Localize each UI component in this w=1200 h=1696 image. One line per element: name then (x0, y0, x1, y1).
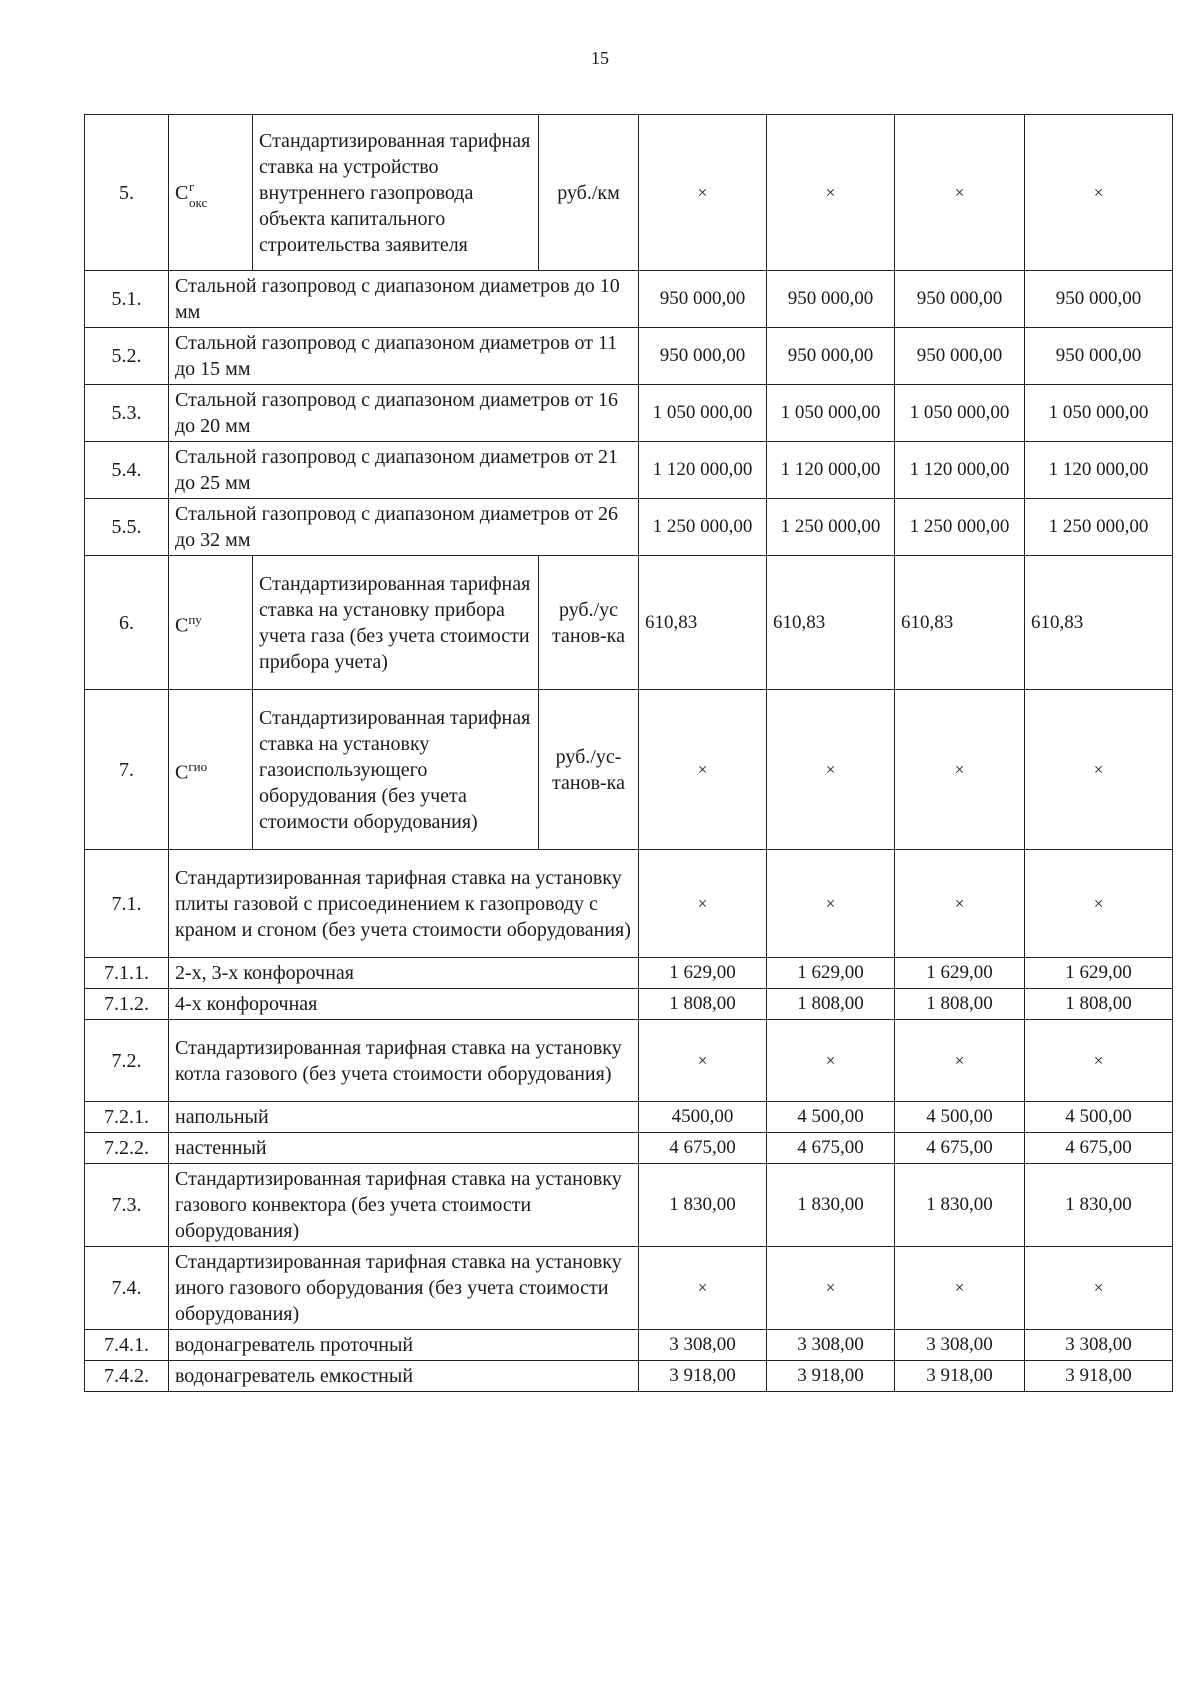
cross-mark: × (1025, 850, 1173, 958)
row-number: 7.2. (85, 1020, 169, 1102)
value-cell: 1 808,00 (895, 989, 1025, 1020)
value-cell: 610,83 (1025, 556, 1173, 690)
page-number: 15 (591, 48, 609, 68)
value-cell: 1 050 000,00 (767, 385, 895, 442)
value-cell: 950 000,00 (1025, 328, 1173, 385)
table-row (85, 499, 1173, 556)
value-cell: 950 000,00 (1025, 271, 1173, 328)
cross-mark: × (1025, 115, 1173, 271)
row-description: Стандартизированная тарифная ставка на установку иного газового оборудования (без учета стоимости оборудования) (169, 1247, 639, 1330)
value-cell: 1 120 000,00 (1025, 442, 1173, 499)
value-cell: 1 250 000,00 (1025, 499, 1173, 556)
value-cell: 1 120 000,00 (895, 442, 1025, 499)
value-cell: 4 500,00 (1025, 1102, 1173, 1133)
value-cell: 950 000,00 (639, 271, 767, 328)
row-description: Стандартизированная тарифная ставка на установку котла газового (без учета стоимости оборудования) (169, 1020, 639, 1102)
value-cell: 3 918,00 (767, 1361, 895, 1392)
value-cell: 1 050 000,00 (639, 385, 767, 442)
row-description: Стандартизированная тарифная ставка на установку газового конвектора (без учета стоимости оборудования) (169, 1164, 639, 1247)
cross-mark: × (767, 1247, 895, 1330)
row-number: 6. (85, 556, 169, 690)
row-number: 7.1.1. (85, 958, 169, 989)
row-description: Стандартизированная тарифная ставка на установку плиты газовой с присоединением к газопроводу с краном и сгоном (без учета стоимости оборудования) (169, 850, 639, 958)
table-row (85, 958, 1173, 989)
value-cell: 1 830,00 (1025, 1164, 1173, 1247)
value-cell: 1 250 000,00 (895, 499, 1025, 556)
row-number: 5.4. (85, 442, 169, 499)
row-number: 5.1. (85, 271, 169, 328)
row-number: 5.5. (85, 499, 169, 556)
value-cell: 1 120 000,00 (767, 442, 895, 499)
row-description: Стандартизированная тарифная ставка на установку прибора учета газа (без учета стоимости прибора учета) (253, 556, 539, 690)
value-cell: 950 000,00 (767, 271, 895, 328)
table-row (85, 385, 1173, 442)
value-cell: 1 808,00 (1025, 989, 1173, 1020)
table-row (85, 556, 1173, 690)
row-number: 5.2. (85, 328, 169, 385)
table-row (85, 1247, 1173, 1330)
cross-mark: × (895, 690, 1025, 850)
cross-mark: × (639, 1247, 767, 1330)
cross-mark: × (767, 850, 895, 958)
row-number: 7. (85, 690, 169, 850)
value-cell: 1 050 000,00 (895, 385, 1025, 442)
value-cell: 1 250 000,00 (639, 499, 767, 556)
rate-symbol: C г окс (169, 115, 253, 271)
row-description: Стандартизированная тарифная ставка на установку газоиспользующего оборудования (без учета стоимости оборудования) (253, 690, 539, 850)
row-description: водонагреватель емкостный (169, 1361, 639, 1392)
row-description: Стандартизированная тарифная ставка на устройство внутреннего газопровода объекта капитального строительства заявителя (253, 115, 539, 271)
row-description: Стальной газопровод с диапазоном диаметров до 10 мм (169, 271, 639, 328)
row-description: Стальной газопровод с диапазоном диаметров от 16 до 20 мм (169, 385, 639, 442)
value-cell: 3 308,00 (895, 1330, 1025, 1361)
row-number: 5. (85, 115, 169, 271)
value-cell: 950 000,00 (767, 328, 895, 385)
value-cell: 610,83 (767, 556, 895, 690)
table-row (85, 115, 1173, 271)
table-row (85, 989, 1173, 1020)
row-number: 7.4.2. (85, 1361, 169, 1392)
table-row (85, 328, 1173, 385)
value-cell: 950 000,00 (895, 271, 1025, 328)
table-row (85, 1164, 1173, 1247)
value-cell: 4 675,00 (895, 1133, 1025, 1164)
row-description: напольный (169, 1102, 639, 1133)
row-unit: руб./км (539, 115, 639, 271)
row-description: водонагреватель проточный (169, 1330, 639, 1361)
table-row (85, 442, 1173, 499)
value-cell: 610,83 (895, 556, 1025, 690)
row-number: 5.3. (85, 385, 169, 442)
row-number: 7.1. (85, 850, 169, 958)
value-cell: 1 629,00 (767, 958, 895, 989)
table-row (85, 1102, 1173, 1133)
cross-mark: × (639, 690, 767, 850)
row-number: 7.4.1. (85, 1330, 169, 1361)
value-cell: 4 675,00 (639, 1133, 767, 1164)
value-cell: 1 808,00 (767, 989, 895, 1020)
value-cell: 4500,00 (639, 1102, 767, 1133)
row-unit: руб./ус танов-ка (539, 556, 639, 690)
row-description: 2-х, 3-х конфорочная (169, 958, 639, 989)
row-number: 7.2.1. (85, 1102, 169, 1133)
cross-mark: × (639, 1020, 767, 1102)
value-cell: 3 918,00 (1025, 1361, 1173, 1392)
cross-mark: × (1025, 690, 1173, 850)
value-cell: 1 050 000,00 (1025, 385, 1173, 442)
row-unit: руб./ус-танов-ка (539, 690, 639, 850)
table-row (85, 1361, 1173, 1392)
value-cell: 3 308,00 (767, 1330, 895, 1361)
value-cell: 3 918,00 (895, 1361, 1025, 1392)
cross-mark: × (1025, 1247, 1173, 1330)
row-number: 7.1.2. (85, 989, 169, 1020)
value-cell: 950 000,00 (895, 328, 1025, 385)
cross-mark: × (767, 1020, 895, 1102)
cross-mark: × (639, 115, 767, 271)
table-row (85, 271, 1173, 328)
value-cell: 1 830,00 (639, 1164, 767, 1247)
cross-mark: × (639, 850, 767, 958)
value-cell: 3 308,00 (1025, 1330, 1173, 1361)
table-row (85, 1020, 1173, 1102)
row-number: 7.3. (85, 1164, 169, 1247)
cross-mark: × (895, 1247, 1025, 1330)
row-description: настенный (169, 1133, 639, 1164)
value-cell: 4 675,00 (767, 1133, 895, 1164)
cross-mark: × (1025, 1020, 1173, 1102)
cross-mark: × (895, 115, 1025, 271)
value-cell: 4 675,00 (1025, 1133, 1173, 1164)
row-description: 4-х конфорочная (169, 989, 639, 1020)
value-cell: 1 629,00 (895, 958, 1025, 989)
row-description: Стальной газопровод с диапазоном диаметров от 11 до 15 мм (169, 328, 639, 385)
cross-mark: × (895, 1020, 1025, 1102)
row-description: Стальной газопровод с диапазоном диаметров от 21 до 25 мм (169, 442, 639, 499)
value-cell: 4 500,00 (895, 1102, 1025, 1133)
table-row (85, 850, 1173, 958)
cross-mark: × (767, 690, 895, 850)
cross-mark: × (767, 115, 895, 271)
value-cell: 1 830,00 (895, 1164, 1025, 1247)
value-cell: 610,83 (639, 556, 767, 690)
value-cell: 1 629,00 (1025, 958, 1173, 989)
tariff-table (84, 114, 1173, 1392)
table-row (85, 1330, 1173, 1361)
row-number: 7.2.2. (85, 1133, 169, 1164)
value-cell: 1 830,00 (767, 1164, 895, 1247)
value-cell: 1 120 000,00 (639, 442, 767, 499)
value-cell: 1 808,00 (639, 989, 767, 1020)
rate-symbol: $C^{пу}$ (169, 556, 253, 690)
value-cell: 1 629,00 (639, 958, 767, 989)
rate-symbol: $C^{гио}$ (169, 690, 253, 850)
row-number: 7.4. (85, 1247, 169, 1330)
table-row (85, 690, 1173, 850)
value-cell: 3 918,00 (639, 1361, 767, 1392)
value-cell: 4 500,00 (767, 1102, 895, 1133)
value-cell: 950 000,00 (639, 328, 767, 385)
cross-mark: × (895, 850, 1025, 958)
table-row (85, 1133, 1173, 1164)
value-cell: 1 250 000,00 (767, 499, 895, 556)
row-description: Стальной газопровод с диапазоном диаметров от 26 до 32 мм (169, 499, 639, 556)
value-cell: 3 308,00 (639, 1330, 767, 1361)
